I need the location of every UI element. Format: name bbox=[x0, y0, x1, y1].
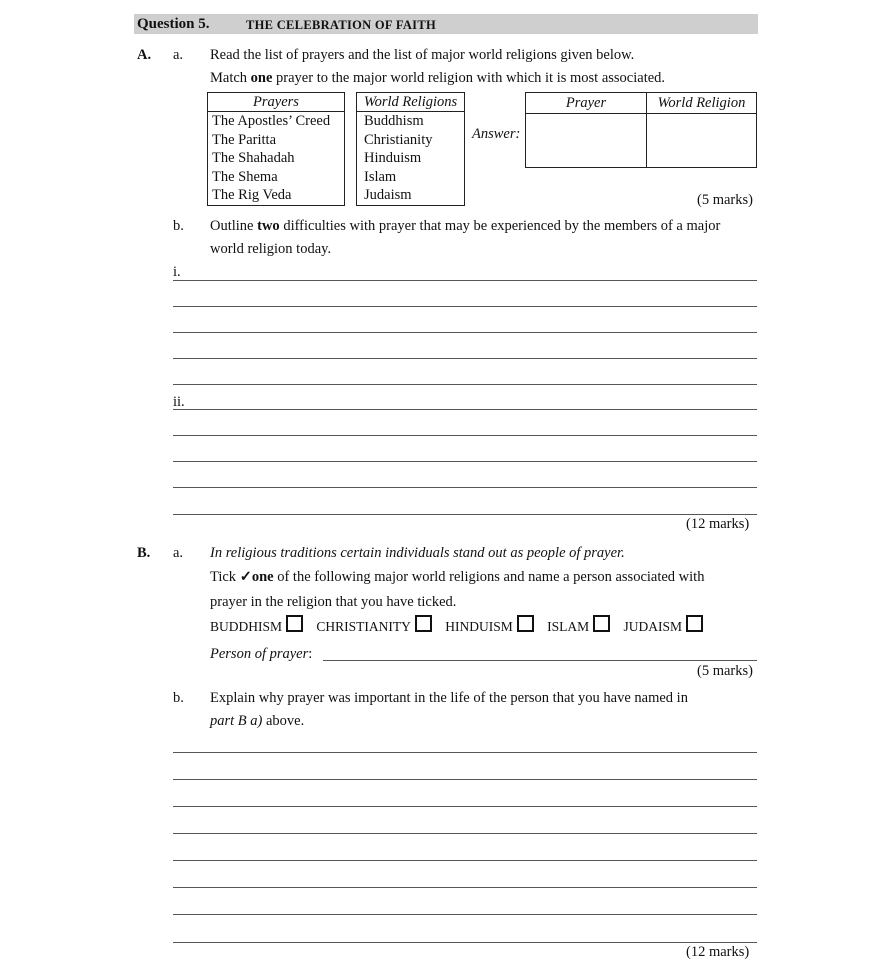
answer-line[interactable] bbox=[173, 280, 757, 281]
prayer-item: The Paritta bbox=[212, 131, 277, 148]
answer-label: Answer: bbox=[472, 126, 521, 142]
item-i-label: i. bbox=[173, 264, 181, 280]
religions-header: World Religions bbox=[357, 93, 465, 112]
question-number: Question 5. bbox=[137, 16, 210, 32]
part-b-b-label: b. bbox=[173, 690, 184, 706]
checkbox-judaism[interactable] bbox=[686, 615, 703, 632]
checkbox-christianity[interactable] bbox=[415, 615, 432, 632]
part-b-b-instruction-1: Explain why prayer was important in the life of the person that you have named in bbox=[210, 690, 688, 706]
part-b-a-tick-instruction: Tick ✓one of the following major world religions and name a person associated with bbox=[210, 569, 705, 585]
checkbox-islam[interactable] bbox=[593, 615, 610, 632]
answer-line[interactable] bbox=[173, 806, 757, 807]
tick-mark-icon: ✓ bbox=[239, 569, 252, 585]
religion-item: Islam bbox=[364, 168, 397, 185]
answer-line[interactable] bbox=[173, 860, 757, 861]
option-buddhism: BUDDHISM bbox=[210, 615, 303, 635]
part-a-b-instruction-1: Outline two difficulties with prayer that may be experienced by the members of a major bbox=[210, 218, 721, 234]
prayer-item: The Shema bbox=[212, 168, 278, 185]
option-hinduism: HINDUISM bbox=[445, 615, 534, 635]
part-a-b-instruction-2: world religion today. bbox=[210, 241, 332, 257]
religion-options bbox=[210, 615, 713, 635]
answer-line[interactable] bbox=[173, 833, 757, 834]
option-christianity: CHRISTIANITY bbox=[316, 615, 432, 635]
religion-item: Buddhism bbox=[364, 113, 424, 129]
religion-item: Christianity bbox=[364, 131, 433, 148]
answer-line[interactable] bbox=[173, 461, 757, 462]
religion-item: Hinduism bbox=[364, 150, 422, 166]
prayer-item: The Apostles’ Creed bbox=[212, 113, 331, 129]
part-b-label: B. bbox=[137, 545, 151, 561]
answer-line[interactable] bbox=[173, 942, 757, 943]
answer-line[interactable] bbox=[173, 514, 757, 515]
part-a-label: A. bbox=[137, 47, 152, 63]
answer-line[interactable] bbox=[173, 752, 757, 753]
part-b-a-instruction-3: prayer in the religion that you have ticked. bbox=[210, 594, 457, 610]
part-a-a-label: a. bbox=[173, 47, 184, 63]
answer-line[interactable] bbox=[173, 332, 757, 333]
answer-prayer-cell[interactable] bbox=[526, 114, 647, 168]
option-islam: ISLAM bbox=[547, 615, 610, 635]
answer-line[interactable] bbox=[173, 779, 757, 780]
answer-religion-header: World Religion bbox=[647, 93, 757, 114]
answer-line[interactable] bbox=[173, 887, 757, 888]
answer-line[interactable] bbox=[173, 306, 757, 307]
part-a-a-marks: (5 marks) bbox=[697, 192, 753, 208]
part-b-b-marks: (12 marks) bbox=[686, 944, 750, 960]
prayers-header: Prayers bbox=[208, 93, 345, 112]
part-a-b-label: b. bbox=[173, 218, 184, 234]
checkbox-hinduism[interactable] bbox=[517, 615, 534, 632]
prayer-item: The Rig Veda bbox=[212, 187, 292, 203]
checkbox-buddhism[interactable] bbox=[286, 615, 303, 632]
part-b-a-label: a. bbox=[173, 545, 184, 561]
part-b-b-instruction-2: part B a) above. bbox=[210, 713, 305, 729]
part-b-a-marks: (5 marks) bbox=[697, 663, 753, 679]
question-header-bar bbox=[134, 14, 758, 34]
item-ii-label: ii. bbox=[173, 394, 185, 410]
prayer-item: The Shahadah bbox=[212, 150, 295, 166]
religions-table bbox=[356, 92, 465, 206]
question-title: THE CELEBRATION OF FAITH bbox=[246, 18, 436, 32]
option-judaism: JUDAISM bbox=[624, 615, 704, 635]
answer-religion-cell[interactable] bbox=[647, 114, 757, 168]
part-a-b-marks: (12 marks) bbox=[686, 516, 750, 532]
answer-table bbox=[525, 92, 757, 168]
answer-line[interactable] bbox=[173, 384, 757, 385]
prayers-table bbox=[207, 92, 345, 206]
part-a-a-instruction-1: Read the list of prayers and the list of major world religions given below. bbox=[210, 47, 635, 63]
answer-prayer-header: Prayer bbox=[526, 93, 647, 114]
answer-line[interactable] bbox=[173, 914, 757, 915]
religion-item: Judaism bbox=[364, 187, 412, 203]
part-a-a-instruction-2: Match one prayer to the major world religion with which it is most associated. bbox=[210, 70, 666, 86]
person-of-prayer-label: Person of prayer: bbox=[210, 646, 313, 662]
person-of-prayer-field[interactable] bbox=[323, 660, 757, 661]
part-b-a-statement: In religious traditions certain individuals stand out as people of prayer. bbox=[210, 545, 625, 561]
answer-line[interactable] bbox=[173, 409, 757, 410]
answer-line[interactable] bbox=[173, 435, 757, 436]
answer-line[interactable] bbox=[173, 487, 757, 488]
answer-line[interactable] bbox=[173, 358, 757, 359]
